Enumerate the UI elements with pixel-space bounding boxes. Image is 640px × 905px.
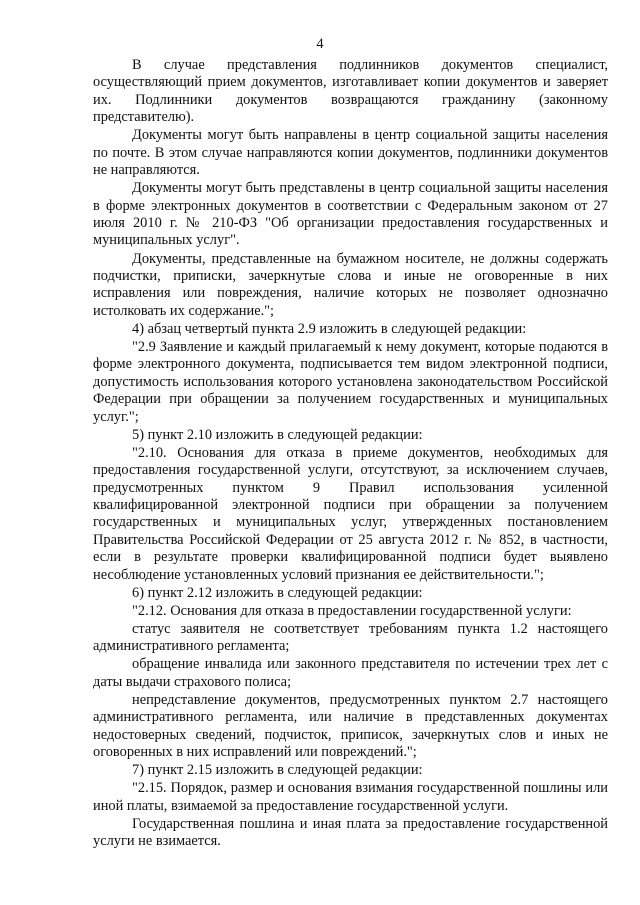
paragraph-clause-2-10: "2.10. Основания для отказа в приеме документов, необходимых для предоставления государственной услуги, отсутствуют, за исключением случаев, предусмотренных пунктом 9 Правил использования усиленной квалифицированной электронной подписи при обращении за получением государственных и муниципальных услуг, утвержденных постановлением Правительства Российской Федерации от 25 августа 2012 г. № 852, в частности, если в результате проверки квалифицированной подписи будет выявлено несоблюдение установленных условий признания ее действительности."; xyxy=(93,444,608,583)
document-body xyxy=(93,57,608,851)
paragraph-amendment-4: 4) абзац четвертый пункта 2.9 изложить в следующей редакции: xyxy=(132,320,527,337)
paragraph-amendment-6: 6) пункт 2.12 изложить в следующей редакции: xyxy=(132,584,423,601)
paragraph-paper-documents: Документы, представленные на бумажном носителе, не должны содержать подчистки, приписки, зачеркнутые слова и иные не оговоренные в них исправления или повреждения, наличие которых не позволяет однозначно истолковать их содержание."; xyxy=(93,250,608,319)
paragraph-amendment-7: 7) пункт 2.15 изложить в следующей редакции: xyxy=(132,762,423,779)
paragraph-refusal-deadline: обращение инвалида или законного представителя по истечении трех лет с даты выдачи страхового полиса; xyxy=(93,656,608,690)
paragraph-originals-copies: В случае представления подлинников документов специалист, осуществляющий прием документов, изготавливает копии документов и заверяет их. Подлинники документов возвращаются гражданину (законному представителю). xyxy=(93,57,608,126)
paragraph-amendment-5: 5) пункт 2.10 изложить в следующей редакции: xyxy=(132,426,423,443)
page-number: 4 xyxy=(316,36,324,52)
paragraph-clause-2-12: "2.12. Основания для отказа в предоставлении государственной услуги: xyxy=(132,602,572,619)
paragraph-mail-submission: Документы могут быть направлены в центр социальной защиты населения по почте. В этом случае направляются копии документов, подлинники документов не направляются. xyxy=(93,127,608,179)
paragraph-clause-2-9: "2.9 Заявление и каждый прилагаемый к нему документ, которые подаются в форме электронного документа, подписывается тем видом электронной подписи, допустимость использования которого установлена законодательством Российской Федерации при обращении за получением государственных и муниципальных услуг."; xyxy=(93,338,608,425)
paragraph-electronic-submission: Документы могут быть представлены в центр социальной защиты населения в форме электронных документов в соответствии с Федеральным законом от 27 июля 2010 г. № 210-ФЗ "Об организации предоставления государственных и муниципальных услуг". xyxy=(93,180,608,249)
paragraph-refusal-status: статус заявителя не соответствует требованиям пункта 1.2 настоящего административного регламента; xyxy=(93,620,608,655)
paragraph-no-fee: Государственная пошлина и иная плата за предоставление государственной услуги не взимается. xyxy=(93,815,608,850)
paragraph-clause-2-15: "2.15. Порядок, размер и основания взимания государственной пошлины или иной платы, взимаемой за предоставление государственной услуги. xyxy=(93,780,608,814)
paragraph-refusal-documents: непредставление документов, предусмотренных пунктом 2.7 настоящего административного регламента, или наличие в представленных документах недостоверных сведений, подчисток, приписок, зачеркнутых слов и иных не оговоренных в них исправлений или повреждений."; xyxy=(93,691,608,761)
